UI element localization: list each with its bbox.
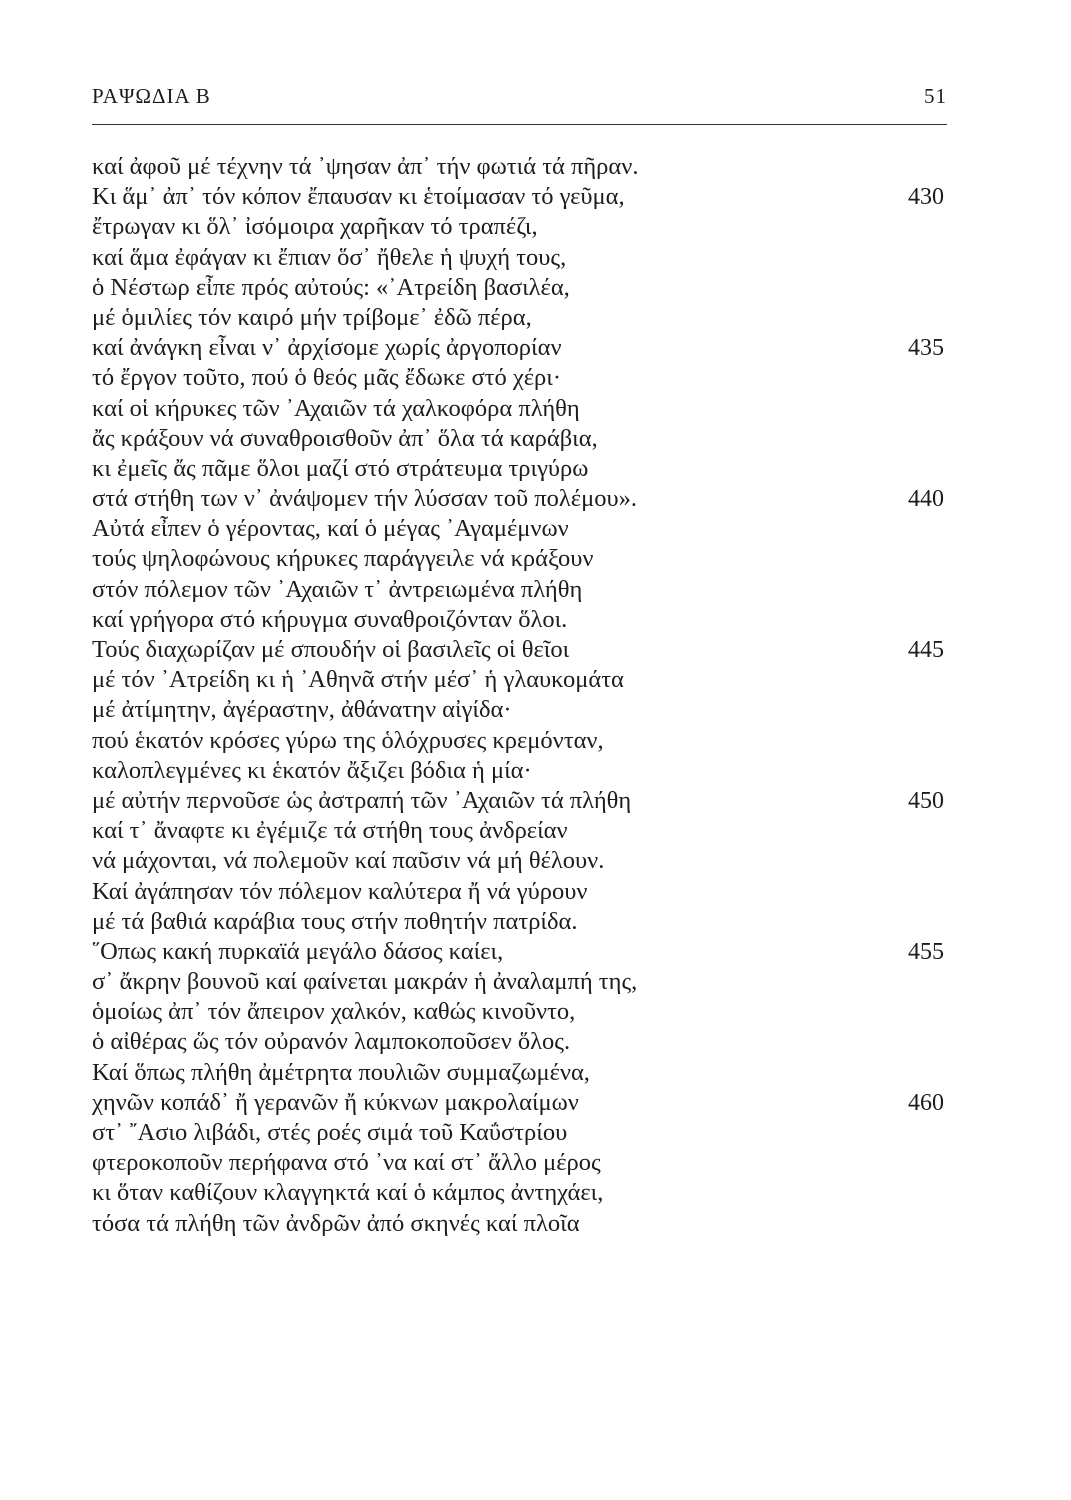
verse-line [92,907,972,937]
verse-text: μέ ὁμιλίες τόν καιρό μήν τρίβομε᾽ ἐδῶ πέρα, [92,303,532,331]
line-number: 460 [908,1089,944,1116]
verse-line [92,454,972,484]
verse-line [92,1118,972,1148]
verse-line [92,635,972,665]
verse-text: χηνῶν κοπάδ᾽ ἤ γερανῶν ἤ κύκνων μακρολαίμων [92,1088,579,1116]
verse-text: καί τ᾽ ἄναφτε κι ἐγέμιζε τά στήθη τους ἀνδρείαν [92,817,568,845]
verse-text: Τούς διαχωρίζαν μέ σπουδήν οἱ βασιλεῖς οἱ θεῖοι [92,636,570,663]
verse-text: τόσα τά πλήθη τῶν ἀνδρῶν ἀπό σκηνές καί πλοῖα [92,1209,580,1237]
verse-line [92,665,972,695]
verse-text: καί οἱ κήρυκες τῶν ᾽Αχαιῶν τά χαλκοφόρα πλήθη [92,394,580,422]
line-number: 430 [908,184,944,211]
verse-line [92,152,972,182]
verse-line [92,575,972,605]
verse-text: καί ἀφοῦ μέ τέχνην τά ᾽ψησαν ἀπ᾽ τήν φωτιά τά πῆραν. [92,153,639,180]
verse-text: κι ἐμεῖς ἄς πᾶμε ὅλοι μαζί στό στράτευμα τριγύρω [92,454,589,482]
verse-line [92,1148,972,1178]
verse-text: μέ ἀτίμητην, ἀγέραστην, ἀθάνατην αἰγίδα· [92,696,512,724]
header-rule [92,124,947,125]
verse-line [92,1058,972,1088]
verse-text: φτεροκοποῦν περήφανα στό ᾽να καί στ᾽ ἄλλο μέρος [92,1149,601,1177]
verse-line [92,726,972,756]
verse-text: ὁ Νέστωρ εἶπε πρός αὐτούς: «᾽Ατρείδη βασιλέα, [92,273,570,301]
verse-text: πού ἑκατόν κρόσες γύρω της ὁλόχρυσες κρεμόνταν, [92,726,604,754]
verse-text: ὁ αἰθέρας ὥς τόν οὐρανόν λαμποκοποῦσεν ὅλος. [92,1028,571,1056]
verse-line [92,756,972,786]
verse-text: στόν πόλεμον τῶν ᾽Αχαιῶν τ᾽ ἀντρειωμένα πλήθη [92,575,583,603]
page-number: 51 [924,84,947,108]
verse-line [92,544,972,574]
verse-text: Κι ἅμ᾽ ἀπ᾽ τόν κόπον ἔπαυσαν κι ἑτοίμασαν τό γεῦμα, [92,183,625,211]
verse-line [92,394,972,424]
line-number: 455 [908,938,944,965]
verse-line [92,1088,972,1118]
line-number: 440 [908,486,944,513]
verse-text: μέ τόν ᾽Ατρείδη κι ἡ ᾽Αθηνᾶ στήν μέσ᾽ ἡ γλαυκομάτα [92,666,624,694]
verse-line [92,1209,972,1239]
verse-line [92,1027,972,1057]
verse-text: ἄς κράξουν νά συναθροισθοῦν ἀπ᾽ ὅλα τά καράβια, [92,424,598,452]
verse-text: καλοπλεγμένες κι ἑκατόν ἄξιζει βόδια ἡ μία· [92,756,532,784]
verse-text: μέ αὐτήν περνοῦσε ὡς ἀστραπή τῶν ᾽Αχαιῶν τά πλήθη [92,786,632,814]
verse-text: τούς ψηλοφώνους κήρυκες παράγγειλε νά κράξουν [92,545,594,573]
verse-line [92,212,972,242]
verse-text: τό ἔργον τοῦτο, πού ὁ θεός μᾶς ἔδωκε στό χέρι· [92,364,562,392]
verse-line [92,484,972,514]
verse-line [92,333,972,363]
running-title: ΡΑΨΩΔΙΑ Β [92,84,211,108]
verse-line [92,967,972,997]
verse-line [92,303,972,333]
verse-line [92,816,972,846]
verse-text: ῞Οπως κακή πυρκαϊά μεγάλο δάσος καίει, [92,937,504,965]
verse-line [92,1178,972,1208]
verse-text: Αὐτά εἶπεν ὁ γέροντας, καί ὁ μέγας ᾽Αγαμέμνων [92,515,569,543]
verse-line [92,424,972,454]
verse-line [92,877,972,907]
verse-text: καί ἅμα ἐφάγαν κι ἔπιαν ὅσ᾽ ἤθελε ἡ ψυχή τους, [92,243,567,271]
verse-text: στ᾽ ῎Ασιο λιβάδι, στές ροές σιμά τοῦ Καΰστρίου [92,1119,568,1146]
verse-text: σ᾽ ἄκρην βουνοῦ καί φαίνεται μακράν ἡ ἀναλαμπή της, [92,968,638,996]
verse-text: μέ τά βαθιά καράβια τους στήν ποθητήν πατρίδα. [92,907,578,935]
verse-text: ὁμοίως ἀπ᾽ τόν ἄπειρον χαλκόν, καθώς κινοῦντο, [92,998,576,1026]
verse-line [92,514,972,544]
verse-line [92,182,972,212]
verse-text: στά στήθη των ν᾽ ἀνάψομεν τήν λύσσαν τοῦ πολέμου». [92,485,637,513]
line-number: 450 [908,787,944,814]
verse-line [92,605,972,635]
verse-block [92,152,972,1239]
verse-text: ἔτρωγαν κι ὅλ᾽ ἰσόμοιρα χαρῆκαν τό τραπέζι, [92,213,538,241]
verse-line [92,997,972,1027]
verse-text: Καί ὅπως πλήθη ἀμέτρητα πουλιῶν συμμαζωμένα, [92,1058,590,1086]
verse-line [92,243,972,273]
running-head [92,84,947,114]
verse-line [92,695,972,725]
verse-text: κι ὅταν καθίζουν κλαγγηκτά καί ὁ κάμπος ἀντηχάει, [92,1179,604,1207]
line-number: 435 [908,335,944,362]
verse-text: Καί ἀγάπησαν τόν πόλεμον καλύτερα ἤ νά γύρουν [92,877,588,905]
verse-text: καί ἀνάγκη εἶναι ν᾽ ἀρχίσομε χωρίς ἀργοπορίαν [92,334,562,362]
verse-line [92,937,972,967]
verse-line [92,786,972,816]
verse-line [92,363,972,393]
verse-text: καί γρήγορα στό κήρυγμα συναθροιζόνταν ὅλοι. [92,605,568,633]
verse-text: νά μάχονται, νά πολεμοῦν καί παῦσιν νά μή θέλουν. [92,847,605,875]
verse-line [92,273,972,303]
verse-line [92,846,972,876]
line-number: 445 [908,637,944,663]
